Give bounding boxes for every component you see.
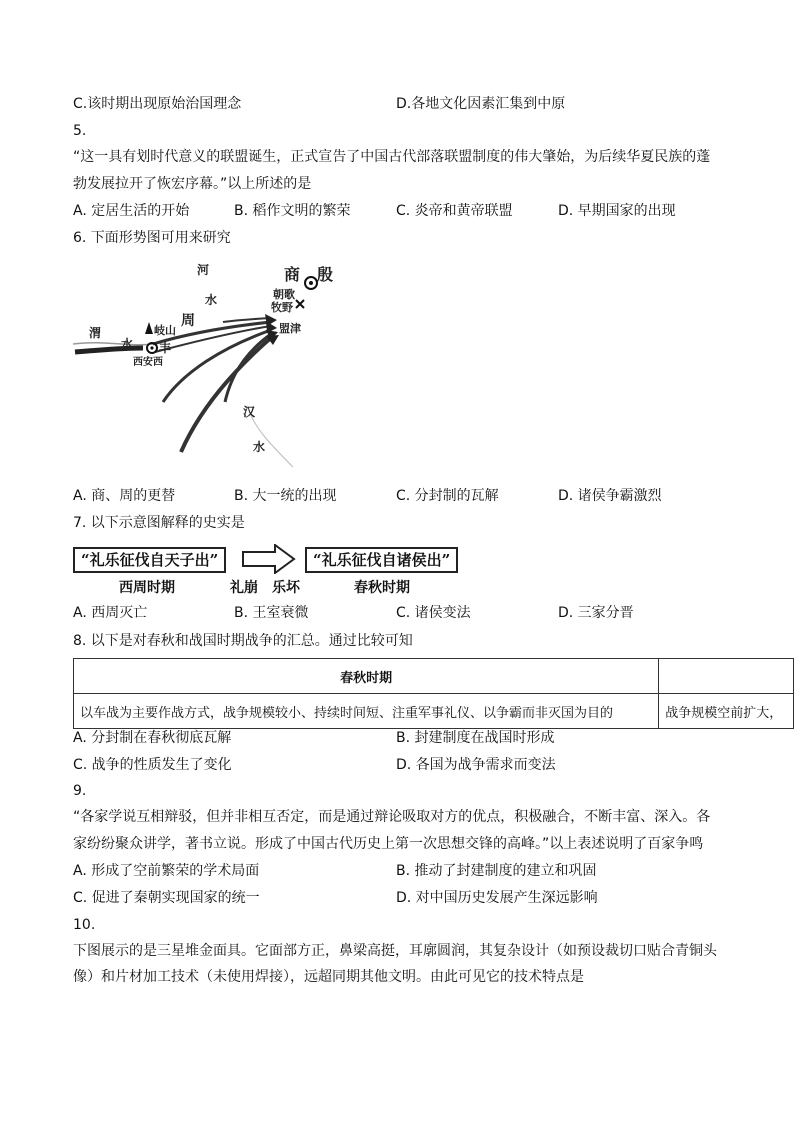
q5-option-b: B. 稻作文明的繁荣 [234, 203, 351, 219]
mountain-icon [145, 322, 153, 334]
q5-number: 5. [73, 123, 87, 139]
q10-number: 10. [73, 917, 96, 933]
war-comparison-table [73, 658, 794, 729]
map-label-muye: 牧野 [271, 301, 293, 314]
q7-option-b: B. 王室衰微 [234, 605, 309, 621]
q5-option-c: C. 炎帝和黄帝联盟 [396, 203, 513, 219]
q8-option-c: C. 战争的性质发生了变化 [73, 757, 232, 773]
q8-stem: 8. 以下是对春秋和战国时期战争的汇总。通过比较可知 [73, 633, 413, 649]
muye-battle-icon [296, 300, 304, 308]
table-header-zhanguo [659, 659, 794, 694]
map-label-zhaoge: 朝歌 [273, 288, 295, 301]
map-label-zhou: 周 [181, 313, 195, 329]
q7-box-tianzi: “礼乐征伐自天子出” [73, 547, 226, 573]
q7-caption-chunqiu: 春秋时期 [354, 580, 410, 596]
q4-option-c: C.该时期出现原始治国理念 [73, 96, 242, 112]
table-cell-zhanguo: 战争规模空前扩大， [659, 694, 794, 729]
q10-stem-line2: 像）和片材加工技术（未使用焊接），远超同期其他文明。由此可见它的技术特点是 [73, 969, 584, 985]
q6-stem: 6. 下面形势图可用来研究 [73, 230, 231, 246]
right-arrow-icon [241, 544, 297, 574]
q9-option-b: B. 推动了封建制度的建立和巩固 [396, 863, 597, 879]
q4-option-d: D.各地文化因素汇集到中原 [396, 96, 566, 112]
map-label-han: 汉 [243, 405, 256, 419]
table-row [74, 694, 794, 729]
map-label-wei: 渭 [89, 326, 102, 340]
q6-option-b: B. 大一统的出现 [234, 488, 337, 504]
q7-option-c: C. 诸侯变法 [396, 605, 471, 621]
shang-zhou-campaign-map [73, 252, 363, 482]
q9-option-a: A. 形成了空前繁荣的学术局面 [73, 863, 260, 879]
q10-stem-line1: 下图展示的是三星堆金面具。它面部方正，鼻梁高挺，耳廓圆润，其复杂设计（如预设裁切口贴合青铜头 [73, 943, 717, 959]
q7-box-zhuhou: “礼乐征伐自诸侯出” [305, 547, 458, 573]
q6-option-c: C. 分封制的瓦解 [396, 488, 499, 504]
q7-option-d: D. 三家分晋 [558, 605, 634, 621]
q9-stem-line2: 家纷纷聚众讲学，著书立说。形成了中国古代历史上第一次思想交锋的高峰。”以上表述说明了百家争鸣 [73, 836, 704, 852]
q8-option-d: D. 各国为战争需求而变法 [396, 757, 556, 773]
table-cell-chunqiu: 以车战为主要作战方式，战争规模较小、持续时间短、注重军事礼仪、以争霸而非灭国为目的 [74, 694, 659, 729]
q5-option-d: D. 早期国家的出现 [558, 203, 676, 219]
map-label-shang: 商 [284, 265, 301, 284]
q9-option-d: D. 对中国历史发展产生深远影响 [396, 890, 598, 906]
q5-stem-line1: “这一具有划时代意义的联盟诞生，正式宣告了中国古代部落联盟制度的伟大肇始，为后续华夏民族的蓬 [73, 149, 711, 165]
map-label-he: 河 [197, 263, 210, 277]
map-label-qishan: 岐山 [154, 324, 176, 337]
map-label-shui-2: 水 [121, 337, 134, 351]
q9-option-c: C. 促进了秦朝实现国家的统一 [73, 890, 260, 906]
map-label-feng: 丰 [159, 341, 172, 355]
map-label-mengjin: 盟津 [279, 322, 301, 335]
q7-caption-libeng: 礼崩 乐坏 [230, 580, 300, 596]
map-label-shui-1: 水 [205, 293, 218, 307]
q7-option-a: A. 西周灭亡 [73, 605, 148, 621]
table-header-row [74, 659, 794, 694]
q5-option-a: A. 定居生活的开始 [73, 203, 190, 219]
q8-option-a: A. 分封制在春秋彻底瓦解 [73, 730, 232, 746]
q7-caption-xizhou: 西周时期 [119, 580, 175, 596]
q6-option-d: D. 诸侯争霸激烈 [558, 488, 662, 504]
q7-stem: 7. 以下示意图解释的史实是 [73, 515, 245, 531]
q5-stem-line2: 勃发展拉开了恢宏序幕。”以上所述的是 [73, 176, 312, 192]
q8-option-b: B. 封建制度在战国时形成 [396, 730, 555, 746]
map-label-yin: 殷 [317, 265, 334, 284]
q9-number: 9. [73, 783, 87, 799]
map-label-xian: 西安西 [133, 357, 163, 368]
table-header-chunqiu: 春秋时期 [74, 659, 659, 694]
q9-stem-line1: “各家学说互相辩驳，但并非相互否定，而是通过辩论吸取对方的优点，积极融合，不断丰富、深入。各 [73, 809, 711, 825]
map-label-shui-3: 水 [253, 440, 266, 454]
q6-option-a: A. 商、周的更替 [73, 488, 176, 504]
